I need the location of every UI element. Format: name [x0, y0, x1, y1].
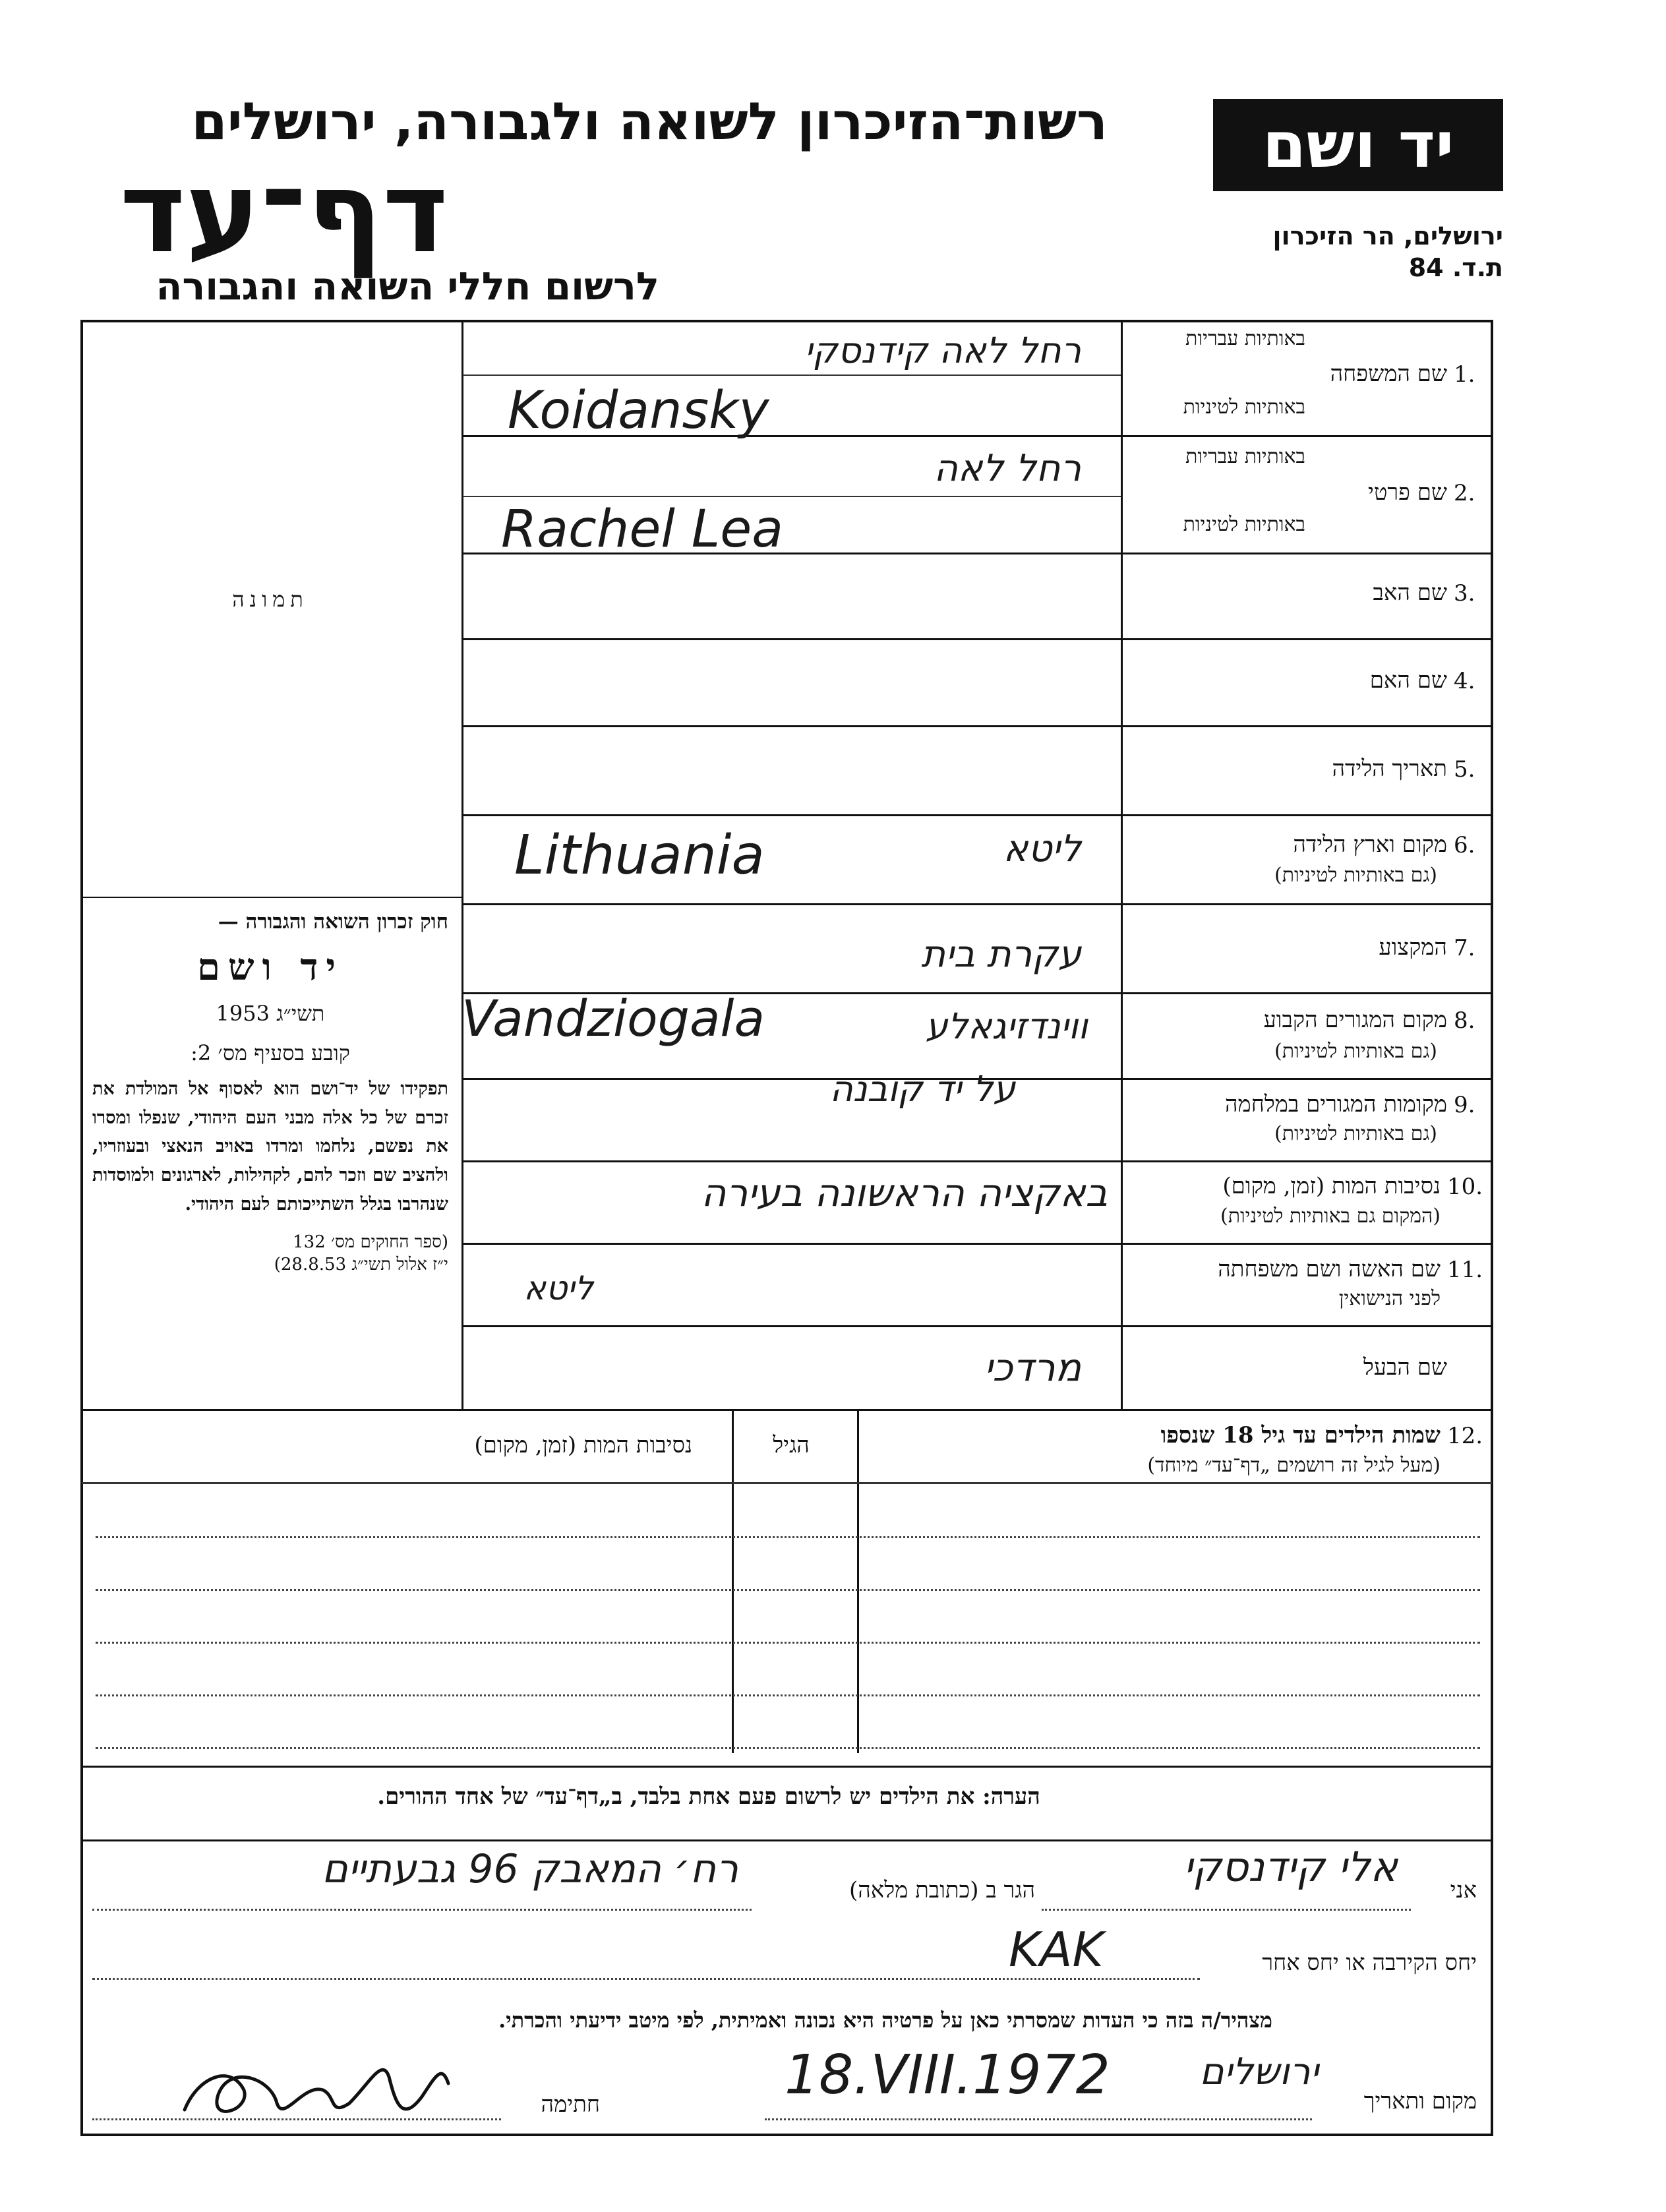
law-clause: קובע בסעיף מס׳ 2: — [191, 1040, 350, 1065]
po-box: ת.ד. 84 — [1408, 253, 1503, 282]
row-separator — [463, 1243, 1492, 1245]
declarant-address-value: רח׳ המאבק 96 גבעתיים — [322, 1846, 738, 1892]
field-2-latin-hint: באותיות לטיניות — [1183, 513, 1305, 536]
law-source-2: י״ז אלול תשי״ג 28.8.53) — [274, 1254, 448, 1274]
field-6-hebrew-value: ליטא — [1003, 827, 1081, 870]
field-2-number: 2. — [1454, 480, 1475, 506]
field-2-label: שם פרטי — [1367, 479, 1447, 506]
relation-label: יחס הקירבה או יחס אחר — [1262, 1950, 1477, 1976]
field-1-label: שם המשפחה — [1330, 361, 1447, 387]
photo-label: תמונה — [232, 587, 309, 612]
field-8-hint: (גם באותיות לטיניות) — [1274, 1040, 1437, 1063]
section-separator — [82, 1409, 1492, 1411]
field-11-value: ליטא — [523, 1269, 593, 1307]
field-10-label: נסיבות המות (זמן, מקום) — [1222, 1173, 1441, 1199]
field-9-hint: (גם באותיות לטיניות) — [1274, 1122, 1437, 1145]
field-1-hebrew-hint: באותיות עבריות — [1185, 327, 1305, 350]
row-separator — [463, 814, 1492, 816]
children-row-line — [96, 1536, 1480, 1538]
field-2-latin-value: Rachel Lea — [501, 500, 784, 559]
law-year: תשי״ג 1953 — [216, 1001, 325, 1026]
row-separator — [463, 638, 1492, 640]
children-column-divider — [732, 1410, 734, 1753]
field-6-label: מקום וארץ הלידה — [1293, 831, 1447, 858]
field-1-latin-hint: באותיות לטיניות — [1183, 396, 1305, 419]
field-3-number: 3. — [1454, 580, 1475, 607]
row-separator — [463, 725, 1492, 727]
place-date-label: מקום ותאריך — [1363, 2088, 1477, 2114]
field-8-label: מקום המגורים הקבוע — [1263, 1007, 1447, 1033]
field-1-hebrew-value: רחל לאה קידנסקי — [804, 330, 1081, 371]
law-name: יד ושם — [196, 945, 344, 989]
address: ירושלים, הר הזיכרון — [1272, 222, 1503, 251]
photo-separator — [82, 897, 461, 898]
declarant-name-line — [1042, 1909, 1411, 1911]
field-3-label: שם האב — [1373, 580, 1447, 606]
yad-vashem-logo — [1213, 99, 1503, 191]
field-11-label: שם האשה ושם משפחתה — [1218, 1256, 1441, 1282]
declarant-resides-label: הגר ב (כתובת מלאה) — [848, 1877, 1035, 1903]
field-6-latin-value: Lithuania — [514, 824, 765, 887]
field-10-value: באקציה הראשונה בעירה — [701, 1170, 1108, 1215]
field-9-number: 9. — [1454, 1092, 1475, 1118]
form-subtitle: לרשום חללי השואה והגבורה — [156, 264, 659, 309]
field-2-hebrew-hint: באותיות עבריות — [1185, 445, 1305, 468]
field-6-number: 6. — [1454, 832, 1475, 858]
law-box — [92, 910, 448, 1274]
children-bottom-line — [82, 1766, 1492, 1768]
field-9-value: על יד קובנה — [829, 1068, 1015, 1110]
place-value: ירושלים — [1199, 2050, 1319, 2093]
law-text: תפקידו של יד־ושם הוא לאסוף אל המולדת את זכרם של כל אלה מבני העם היהודי, שנפלו ומסרו את נפשם, נלחמו ומרדו באויב הנאצי ובעוזריו, ולהציב שם וזכר להם, לקהילות, לארגונים ולמוסדות שנהרבו בגלל השתייכותם לעם היהודי. — [92, 1079, 448, 1214]
children-column-divider — [857, 1410, 859, 1753]
field-8-latin-value: Vandziogala — [461, 989, 765, 1048]
field-11-hint: לפני הנישואין — [1338, 1287, 1441, 1310]
husband-label: שם הבעל — [1363, 1354, 1447, 1381]
signature-label: חתימה — [541, 2091, 600, 2118]
field-4-number: 4. — [1454, 668, 1475, 694]
field-8-hebrew-value: ווינדזיגאלע — [925, 1005, 1088, 1047]
husband-value: מרדכי — [984, 1345, 1081, 1390]
field-10-number: 10. — [1447, 1174, 1483, 1200]
field-7-number: 7. — [1454, 935, 1475, 961]
declarant-address-line — [92, 1909, 752, 1911]
signature-image — [171, 2037, 461, 2136]
row-line — [463, 374, 1121, 376]
children-note: הערה: את הילדים יש לרשום פעם אחת בלבד, ב„דף־עד״ של אחד ההורים. — [377, 1783, 1040, 1810]
field-5-label: תאריך הלידה — [1332, 756, 1447, 782]
row-line — [463, 496, 1121, 497]
children-row-line — [96, 1642, 1480, 1644]
children-header-line — [82, 1482, 1492, 1484]
date-value: 18.VIII.1972 — [785, 2044, 1110, 2107]
declaration-text: מצהיר/ה בזה כי העדות שמסרתי כאן על פרטיה היא נכונה ואמיתית, לפי מיטב ידיעתי והכרתי. — [498, 2008, 1272, 2033]
field-9-label: מקומות המגורים במלחמה — [1225, 1091, 1447, 1118]
relation-value: KAK — [1009, 1922, 1104, 1977]
field-12-number: 12. — [1447, 1423, 1483, 1449]
row-separator — [463, 1160, 1492, 1162]
declarant-name-value: אלי קידנסקי — [1183, 1843, 1398, 1891]
children-row-line — [96, 1747, 1480, 1749]
place-date-line — [765, 2118, 1312, 2120]
field-1-latin-value: Koidansky — [508, 381, 769, 440]
field-1-number: 1. — [1454, 361, 1475, 388]
divider-photo-column — [461, 321, 463, 1409]
logo-text: יד ושם — [1262, 108, 1454, 182]
children-row-line — [96, 1589, 1480, 1591]
note-separator — [82, 1839, 1492, 1841]
children-death-header: נסיבות המות (זמן, מקום) — [474, 1432, 692, 1458]
organization-title: רשות־הזיכרון לשואה ולגבורה, ירושלים — [191, 92, 1108, 152]
relation-line — [92, 1978, 1200, 1980]
row-separator — [463, 903, 1492, 905]
field-11-number: 11. — [1447, 1257, 1483, 1283]
children-age-header: הגיל — [773, 1432, 810, 1458]
field-8-number: 8. — [1454, 1007, 1475, 1034]
field-6-hint: (גם באותיות לטיניות) — [1274, 864, 1437, 887]
field-5-number: 5. — [1454, 756, 1475, 783]
field-7-label: המקצוע — [1379, 934, 1447, 961]
divider-label-column — [1121, 321, 1123, 1409]
field-7-value: עקרת בית — [921, 933, 1081, 976]
law-title: חוק זכרון השואה והגבורה — — [218, 910, 448, 934]
declarant-i-label: אני — [1450, 1877, 1477, 1903]
field-2-hebrew-value: רחל לאה — [934, 447, 1081, 490]
children-subtitle: (מעל לגיל זה רושמים „דף־עד״ מיוחד) — [1147, 1454, 1441, 1477]
field-10-hint: (המקום גם באותיות לטיניות) — [1220, 1205, 1441, 1228]
form-title: דף־עד — [119, 148, 448, 278]
children-title: שמות הילדים עד גיל 18 שנספו — [1160, 1422, 1441, 1449]
row-separator — [463, 1325, 1492, 1327]
field-4-label: שם האם — [1369, 667, 1447, 694]
law-source-1: (ספר החוקים מס׳ 132 — [293, 1232, 448, 1252]
children-row-line — [96, 1694, 1480, 1696]
